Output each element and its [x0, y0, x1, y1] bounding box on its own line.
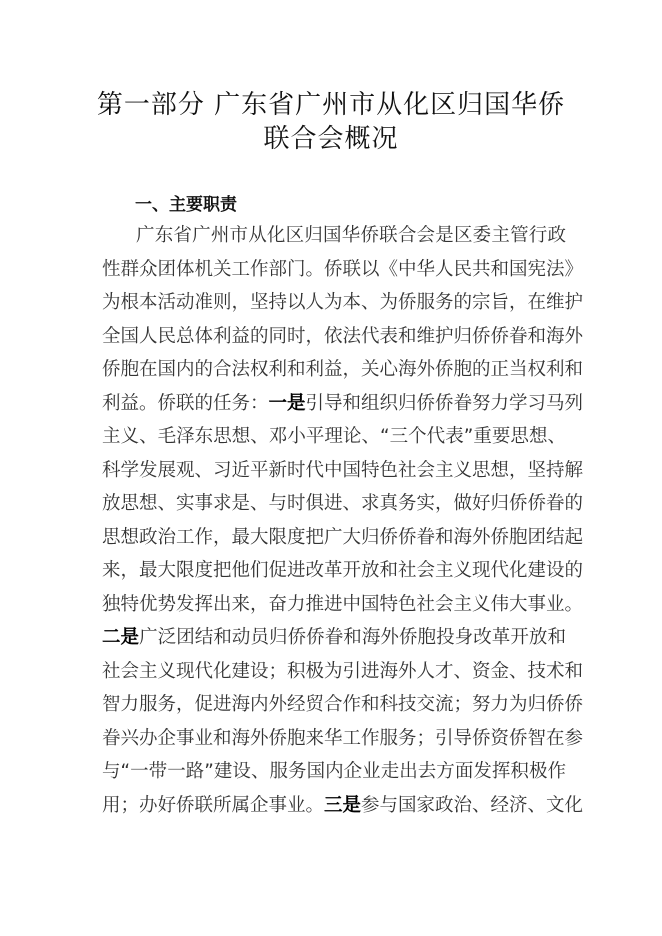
text-segment: 独特优势发挥出来，奋力推进中国特色社会主义伟大事业。: [102, 593, 584, 615]
text-line: [102, 693, 584, 727]
document-title-line-1: 第一部分 广东省广州市从化区归国华侨: [96, 90, 566, 120]
text-line: [102, 593, 584, 627]
bold-keyword: 一是: [268, 392, 306, 414]
text-segment: 全国人民总体利益的同时，依法代表和维护归侨侨眷和海外: [102, 325, 584, 347]
text-segment: 思想政治工作，最大限度把广大归侨侨眷和海外侨胞团结起: [102, 526, 584, 548]
text-segment: 科学发展观、习近平新时代中国特色社会主义思想，坚持解: [102, 459, 584, 481]
bold-keyword: 三是: [324, 794, 362, 816]
text-segment: 性群众团体机关工作部门。侨联以《中华人民共和国宪法》: [102, 258, 584, 280]
text-line: [102, 291, 584, 325]
text-line: [102, 727, 584, 761]
document-title-line-2: 联合会概况: [263, 124, 399, 154]
text-segment: 引导和组织归侨侨眷努力学习马列: [305, 392, 584, 414]
text-line: [102, 794, 584, 828]
text-line: [102, 492, 584, 526]
text-segment: 来，最大限度把他们促进改革开放和社会主义现代化建设的: [102, 560, 584, 581]
text-line: [102, 760, 566, 794]
text-segment: 社会主义现代化建设；积极为引进海外人才、资金、技术和: [102, 660, 584, 682]
text-line: [102, 224, 566, 258]
section-heading: 一、主要职责: [135, 195, 237, 215]
text-line: [102, 660, 584, 694]
text-line: [102, 325, 584, 359]
text-line: [102, 425, 566, 459]
text-segment: 智力服务，促进海内外经贸合作和科技交流；努力为归侨侨: [102, 694, 584, 715]
body-paragraph: [102, 224, 584, 827]
text-segment: 放思想、实事求是、与时俱进、求真务实，做好归侨侨眷的: [102, 493, 584, 514]
bold-keyword: 二是: [102, 627, 140, 648]
text-segment: 为根本活动准则，坚持以人为本、为侨服务的宗旨，在维护: [102, 292, 584, 313]
text-line: [102, 258, 584, 292]
text-line: [102, 358, 584, 392]
text-line: [102, 526, 584, 560]
text-segment: 广泛团结和动员归侨侨眷和海外侨胞投身改革开放和: [139, 627, 566, 648]
text-line: [102, 559, 584, 593]
text-segment: 利益。侨联的任务：: [102, 392, 269, 414]
text-line: [102, 459, 584, 493]
text-segment: 广东省广州市从化区归国华侨联合会是区委主管行政: [136, 225, 566, 246]
text-segment: 与“一带一路”建设、服务国内企业走出去方面发挥积极作: [102, 761, 566, 782]
text-segment: 侨胞在国内的合法权利和利益，关心海外侨胞的正当权利和: [102, 359, 584, 380]
text-segment: 眷兴办企事业和海外侨胞来华工作服务；引导侨资侨智在参: [102, 727, 584, 749]
text-segment: 参与国家政治、经济、文化: [361, 794, 584, 816]
text-segment: 主义、毛泽东思想、邓小平理论、“三个代表”重要思想、: [102, 426, 566, 447]
text-line: [102, 392, 584, 426]
text-line: [102, 626, 566, 660]
text-segment: 用；办好侨联所属企事业。: [102, 794, 325, 816]
